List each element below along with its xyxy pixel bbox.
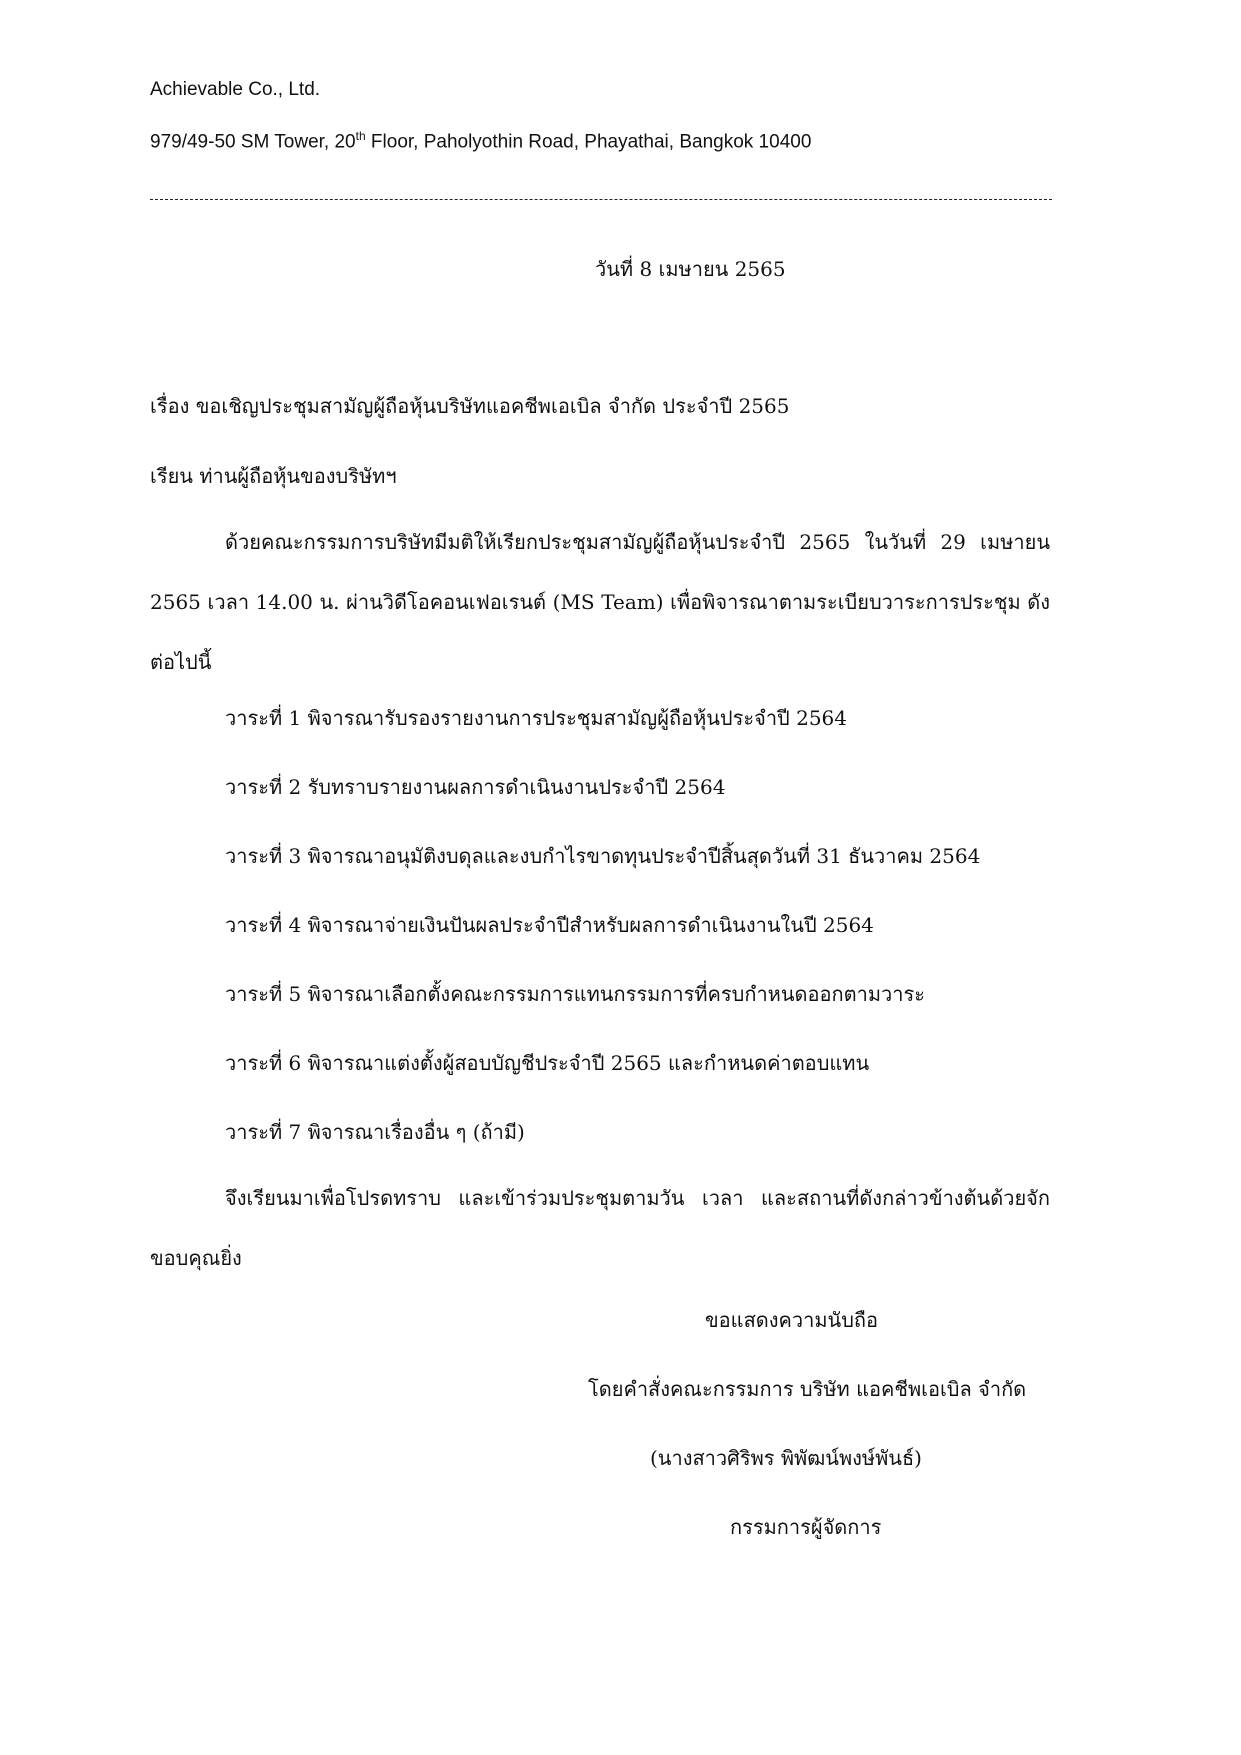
letter-salutation: เรียน ท่านผู้ถือหุ้นของบริษัทฯ (150, 464, 397, 488)
signatory-name: (นางสาวศิริพร พิพัฒน์พงษ์พันธ์) (650, 1446, 922, 1470)
agenda-item-2: วาระที่ 2 รับทราบรายงานผลการดำเนินงานประจำปี 2564 (225, 775, 726, 799)
agenda-item-6: วาระที่ 6 พิจารณาแต่งตั้งผู้สอบบัญชีประจำปี 2565 และกำหนดค่าตอบแทน (225, 1051, 870, 1075)
letter-subject: เรื่อง ขอเชิญประชุมสามัญผู้ถือหุ้นบริษัทแอคชีพเอเบิล จำกัด ประจำปี 2565 (150, 394, 790, 418)
agenda-item-3: วาระที่ 3 พิจารณาอนุมัติงบดุลและงบกำไรขาดทุนประจำปีสิ้นสุดวันที่ 31 ธันวาคม 2564 (225, 844, 981, 868)
closing-paragraph: จึงเรียนมาเพื่อโปรดทราบ และเข้าร่วมประชุมตามวัน เวลา และสถานที่ดังกล่าวข้างต้นด้วยจัก ขอบคุณยิ่ง (150, 1186, 1050, 1270)
agenda-item-7: วาระที่ 7 พิจารณาเรื่องอื่น ๆ (ถ้ามี) (225, 1120, 525, 1144)
intro-paragraph: ด้วยคณะกรรมการบริษัทมีมติให้เรียกประชุมสามัญผู้ถือหุ้นประจำปี 2565 ในวันที่ 29 เมษายน 2565 เวลา 14.00 น. ผ่านวิดีโอคอนเฟอเรนต์ (MS Team) เพื่อพิจารณาตามระเบียบวาระการประชุม ดังต่อไปนี้ (150, 530, 1050, 674)
by-order-line: โดยคำสั่งคณะกรรมการ บริษัท แอคชีพเอเบิล จำกัด (588, 1377, 1027, 1401)
address-part1: 979/49-50 SM Tower, 20 (150, 131, 356, 153)
agenda-item-4: วาระที่ 4 พิจารณาจ่ายเงินปันผลประจำปีสำหรับผลการดำเนินงานในปี 2564 (225, 913, 874, 937)
address-superscript: th (355, 129, 366, 143)
dashed-divider (150, 199, 1052, 200)
signatory-title: กรรมการผู้จัดการ (730, 1515, 882, 1539)
letter-date: วันที่ 8 เมษายน 2565 (595, 257, 786, 281)
agenda-item-5: วาระที่ 5 พิจารณาเลือกตั้งคณะกรรมการแทนกรรมการที่ครบกำหนดออกตามวาระ (225, 982, 925, 1006)
regards-line: ขอแสดงความนับถือ (705, 1308, 879, 1332)
company-address (150, 129, 811, 153)
agenda-item-1: วาระที่ 1 พิจารณารับรองรายงานการประชุมสามัญผู้ถือหุ้นประจำปี 2564 (225, 706, 848, 730)
company-name: Achievable Co., Ltd. (150, 79, 321, 100)
address-part2: Floor, Paholyothin Road, Phayathai, Bangkok 10400 (365, 131, 812, 153)
